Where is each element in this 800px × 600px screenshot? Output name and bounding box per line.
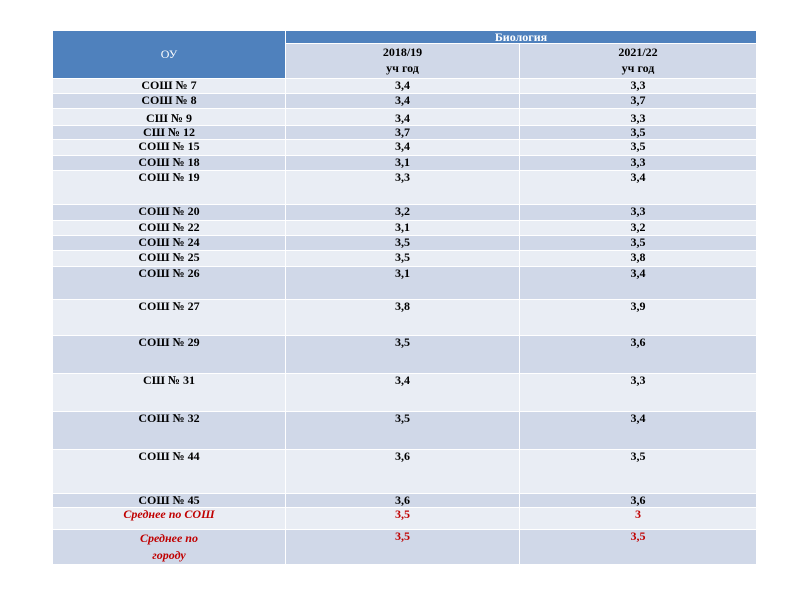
- average-schools-label: Среднее по СОШ: [53, 508, 286, 530]
- score-2018: 3,2: [286, 205, 520, 221]
- score-2021: 3,3: [520, 109, 757, 126]
- school-name: СОШ № 18: [53, 156, 286, 171]
- table-row: [53, 140, 757, 156]
- table-row: [53, 171, 757, 205]
- score-2021: 3,6: [520, 494, 757, 508]
- school-name: СШ № 12: [53, 126, 286, 140]
- score-2018: 3,5: [286, 412, 520, 450]
- table-row: [53, 412, 757, 450]
- year-1-label: 2018/19: [382, 45, 423, 59]
- table-row: [53, 94, 757, 109]
- average-schools-2021: 3: [520, 508, 757, 530]
- score-2021: 3,5: [520, 450, 757, 494]
- year-2-label: 2021/22: [618, 45, 658, 59]
- score-2018: 3,4: [286, 94, 520, 109]
- score-2018: 3,5: [286, 236, 520, 251]
- score-2018: 3,4: [286, 374, 520, 412]
- score-2021: 3,3: [520, 205, 757, 221]
- column-header-year-2: [520, 44, 757, 79]
- school-name: СОШ № 22: [53, 221, 286, 236]
- table-row: [53, 336, 757, 374]
- score-2021: 3,3: [520, 374, 757, 412]
- score-2018: 3,4: [286, 79, 520, 94]
- school-name: СОШ № 7: [53, 79, 286, 94]
- score-2021: 3,9: [520, 300, 757, 336]
- average-schools-2018: 3,5: [286, 508, 520, 530]
- score-2018: 3,5: [286, 251, 520, 267]
- school-name: СОШ № 44: [53, 450, 286, 494]
- score-2021: 3,4: [520, 267, 757, 300]
- score-2021: 3,2: [520, 221, 757, 236]
- score-2018: 3,6: [286, 450, 520, 494]
- score-2018: 3,8: [286, 300, 520, 336]
- table-row: [53, 79, 757, 94]
- school-name: СОШ № 24: [53, 236, 286, 251]
- score-2021: 3,5: [520, 126, 757, 140]
- score-2021: 3,5: [520, 236, 757, 251]
- score-2021: 3,7: [520, 94, 757, 109]
- table-row: [53, 126, 757, 140]
- score-2021: 3,8: [520, 251, 757, 267]
- column-header-subject: Биология: [286, 31, 757, 44]
- year-2-sublabel: уч год: [621, 61, 655, 75]
- score-2018: 3,4: [286, 140, 520, 156]
- school-name: СОШ № 26: [53, 267, 286, 300]
- score-2018: 3,1: [286, 221, 520, 236]
- average-city-label: [53, 530, 286, 565]
- school-name: СОШ № 25: [53, 251, 286, 267]
- score-2021: 3,4: [520, 412, 757, 450]
- score-2018: 3,6: [286, 494, 520, 508]
- average-city-label-line1: Среднее по: [140, 531, 198, 545]
- table-row: [53, 236, 757, 251]
- school-name: СОШ № 8: [53, 94, 286, 109]
- table-row: [53, 156, 757, 171]
- table-row: [53, 267, 757, 300]
- school-name: СОШ № 45: [53, 494, 286, 508]
- average-row-schools: [53, 508, 757, 530]
- average-city-label-line2: городу: [152, 548, 186, 562]
- school-name: СШ № 31: [53, 374, 286, 412]
- score-2018: 3,7: [286, 126, 520, 140]
- table-row: [53, 374, 757, 412]
- table-row: [53, 494, 757, 508]
- score-2021: 3,3: [520, 79, 757, 94]
- score-2018: 3,4: [286, 109, 520, 126]
- score-2021: 3,3: [520, 156, 757, 171]
- table-row: [53, 251, 757, 267]
- table-row: [53, 450, 757, 494]
- score-2018: 3,1: [286, 267, 520, 300]
- school-name: СШ № 9: [53, 109, 286, 126]
- average-city-2018: 3,5: [286, 530, 520, 565]
- year-1-sublabel: уч год: [386, 61, 419, 75]
- table-row: [53, 300, 757, 336]
- score-2018: 3,3: [286, 171, 520, 205]
- average-row-city: [53, 530, 757, 565]
- column-header-ou: ОУ: [53, 31, 286, 79]
- column-header-year-1: [286, 44, 520, 79]
- score-2018: 3,5: [286, 336, 520, 374]
- school-name: СОШ № 15: [53, 140, 286, 156]
- score-2021: 3,6: [520, 336, 757, 374]
- school-name: СОШ № 27: [53, 300, 286, 336]
- table-row: [53, 109, 757, 126]
- table-row: [53, 221, 757, 236]
- school-name: СОШ № 32: [53, 412, 286, 450]
- table-row: [53, 205, 757, 221]
- school-name: СОШ № 20: [53, 205, 286, 221]
- score-2021: 3,5: [520, 140, 757, 156]
- results-table: [52, 30, 757, 565]
- school-name: СОШ № 29: [53, 336, 286, 374]
- score-2018: 3,1: [286, 156, 520, 171]
- score-2021: 3,4: [520, 171, 757, 205]
- average-city-2021: 3,5: [520, 530, 757, 565]
- school-name: СОШ № 19: [53, 171, 286, 205]
